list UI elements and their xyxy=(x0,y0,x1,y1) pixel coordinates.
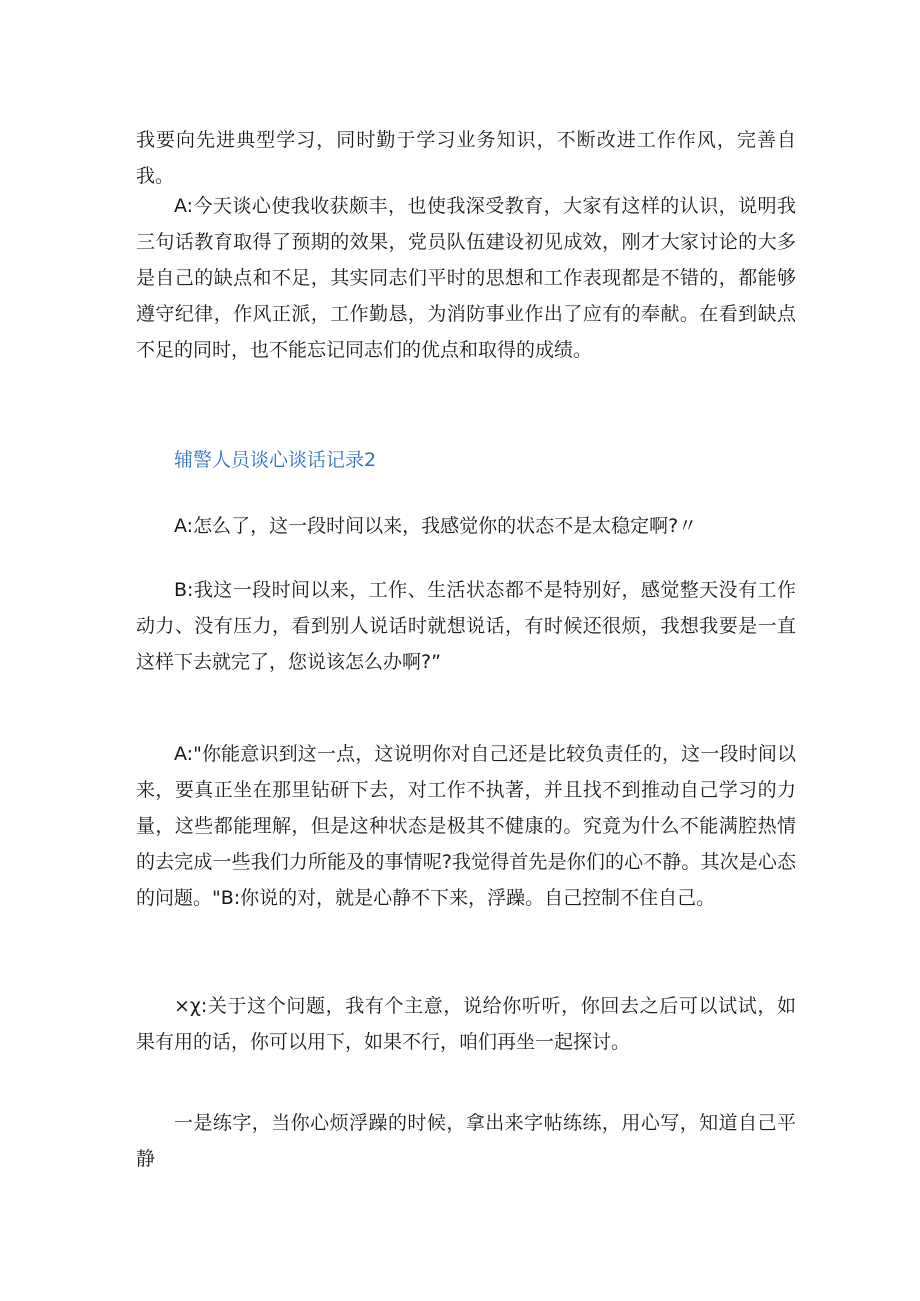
paragraph-1: 我要向先进典型学习，同时勤于学习业务知识，不断改进工作作风，完善自我。 xyxy=(136,129,796,187)
paragraph-2: A:今天谈心使我收获颇丰，也使我深受教育，大家有这样的认识，说明我三句话教育取得了预期的效果，党员队伍建设初见成效，刚才大家讨论的大多是自己的缺点和不足，其实同志们平时的思想和工作表现都是不错的，都能够遵守纪律，作风正派，工作勤恳，为消防事业作出了应有的奉献。在看到缺点不足的同时，也不能忘记同志们的优点和取得的成绩。 xyxy=(136,195,796,361)
paragraph-6: ×χ:关于这个问题，我有个主意，说给你听听，你回去之后可以试试，如果有用的话，你可以用下，如果不行，咱们再坐一起探讨。 xyxy=(136,995,796,1053)
paragraph-7: 一是练字，当你心烦浮躁的时候，拿出来字帖练练，用心写，知道自己平静 xyxy=(136,1112,796,1170)
paragraph-3: A:怎么了，这一段时间以来，我感觉你的状态不是太稳定啊?〃 xyxy=(174,515,698,537)
paragraph-4: B:我这一段时间以来，工作、生活状态都不是特别好，感觉整天没有工作动力、没有压力，看到别人说话时就想说话，有时候还很烦，我想我要是一直这样下去就完了，您说该怎么办啊?” xyxy=(136,579,796,673)
section-heading: 辅警人员谈心谈话记录2 xyxy=(174,449,377,471)
paragraph-5: A:"你能意识到这一点，这说明你对自己还是比较负责任的，这一段时间以来，要真正坐在那里钻研下去，对工作不执著，并且找不到推动自己学习的力量，这些都能理解，但是这种状态是极其不健康的。究竟为什么不能满腔热情的去完成一些我们力所能及的事情呢?我觉得首先是你们的心不静。其次是心态的问题。"B:你说的对，就是心静不下来，浮躁。自己控制不住自己。 xyxy=(136,743,796,909)
